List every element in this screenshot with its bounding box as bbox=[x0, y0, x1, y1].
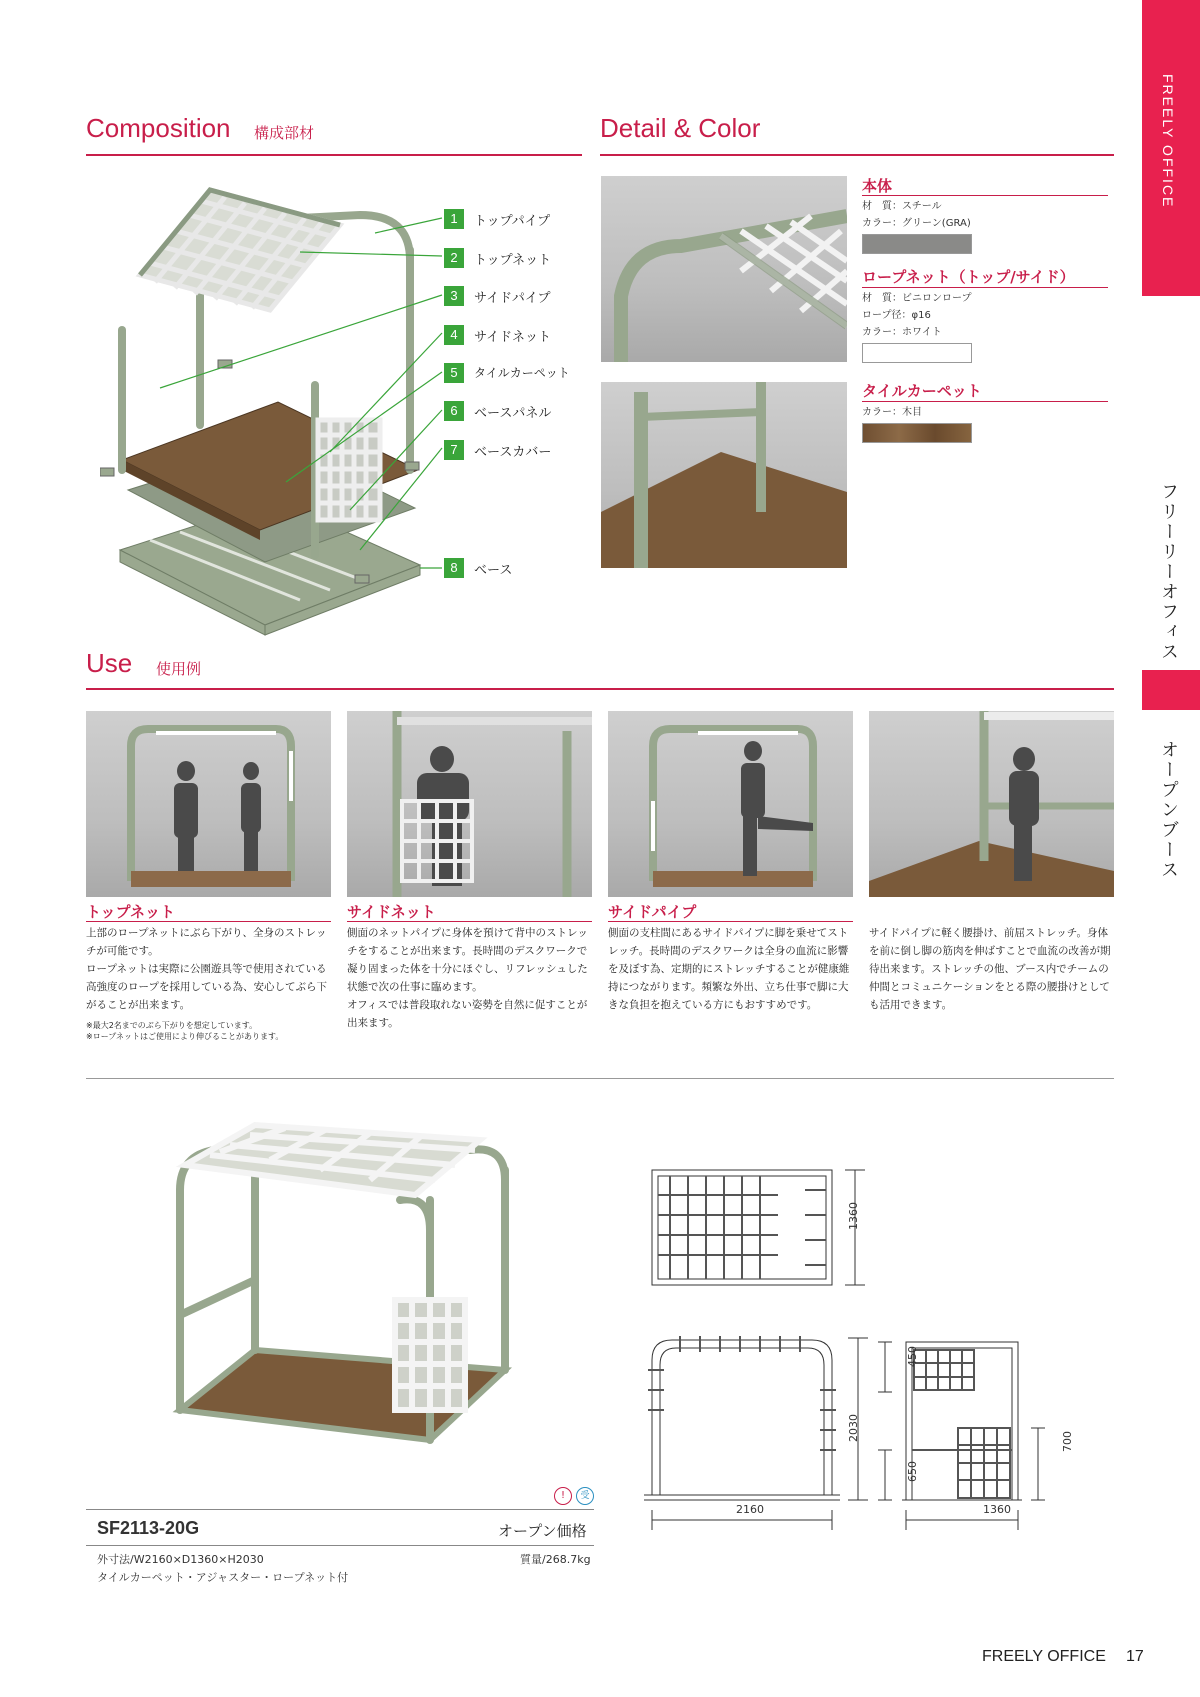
part-number-6: 6 bbox=[444, 401, 464, 421]
part-number-2: 2 bbox=[444, 248, 464, 268]
use-case-title-3: サイドパイプ bbox=[608, 903, 697, 921]
part-number-5: 5 bbox=[444, 363, 464, 383]
part-label-3: サイドパイプ bbox=[474, 291, 551, 306]
dim-side-net: 700 bbox=[1061, 1431, 1074, 1452]
use-case-text-1: 上部のロープネットにぶら下がり、全身のストレッチが可能です。 ロープネットは実際に公園遊具等で使用されている高強度のロープを採用している為、安心してぶら下がることが出来ます。 bbox=[86, 927, 327, 1011]
product-price: オープン価格 bbox=[498, 1522, 587, 1540]
use-case-title-2: サイドネット bbox=[347, 903, 436, 921]
dim-lower: 650 bbox=[906, 1461, 919, 1482]
composition-subtitle: 構成部材 bbox=[254, 124, 315, 142]
color-swatch-woodgrain bbox=[862, 423, 972, 443]
use-case-rule bbox=[86, 921, 331, 922]
composition-title: Composition bbox=[86, 113, 231, 143]
use-subtitle: 使用例 bbox=[156, 660, 202, 678]
detail-item-rope-line3: カラー：ホワイト bbox=[862, 327, 942, 338]
product-accessories: タイルカーペット・アジャスター・ロープネット付 bbox=[97, 1571, 349, 1584]
dimension-drawings bbox=[640, 1160, 1100, 1540]
use-rule bbox=[86, 688, 1114, 690]
use-title: Use bbox=[86, 648, 133, 678]
detail-item-rule bbox=[862, 401, 1108, 402]
footer-brand: FREELY OFFICE bbox=[982, 1648, 1106, 1665]
side-tab-category: フリーリーオフィス bbox=[1158, 482, 1179, 662]
use-photo-side-pipe bbox=[608, 711, 853, 897]
side-tab-brand bbox=[1142, 0, 1200, 296]
warning-icon: ! bbox=[554, 1487, 572, 1505]
color-swatch-green bbox=[862, 234, 972, 254]
detail-photo-carpet bbox=[601, 382, 847, 568]
detail-rule bbox=[600, 154, 1114, 156]
side-tab-subcategory: オープンブース bbox=[1158, 740, 1179, 880]
detail-photo-net bbox=[601, 176, 847, 362]
detail-item-body-line1: 材 質：スチール bbox=[862, 201, 942, 212]
part-number-3: 3 bbox=[444, 286, 464, 306]
part-label-7: ベースカバー bbox=[474, 445, 552, 460]
section-divider bbox=[86, 1078, 1114, 1079]
detail-item-rope-line2: ロープ径：φ16 bbox=[862, 310, 931, 321]
product-size: 外寸法/W2160×D1360×H2030 bbox=[97, 1553, 264, 1566]
part-number-1: 1 bbox=[444, 209, 464, 229]
part-number-7: 7 bbox=[444, 440, 464, 460]
page-number: 17 bbox=[1126, 1648, 1144, 1665]
product-code: SF2113-20G bbox=[97, 1518, 200, 1538]
side-tab-marker bbox=[1142, 670, 1200, 710]
made-to-order-icon: 受 bbox=[576, 1487, 594, 1505]
detail-item-carpet-line1: カラー：木目 bbox=[862, 407, 922, 418]
use-case-text-4: サイドパイプに軽く腰掛け、前屈ストレッチ。身体を前に倒し脚の筋肉を伸ばすことで血流の改善が期待出来ます。ストレッチの他、ブース内でチームの仲間とコミュニケーションをとる際の腰掛けとしても活用できます。 bbox=[869, 927, 1111, 1011]
use-case-text-3: 側面の支柱間にあるサイドパイプに脚を乗せてストレッチ。長時間のデスクワークは全身の血流に影響を及ぼす為、定期的にストレッチすることが健康維持につながります。頻繁な外出、立ち仕事で脚に大きな負担を抱えている方にもおすすめです。 bbox=[608, 927, 850, 1011]
use-photo-side-net bbox=[347, 711, 592, 897]
product-rule-bottom bbox=[86, 1545, 594, 1546]
product-weight: 質量/268.7kg bbox=[520, 1553, 591, 1566]
dim-side-depth: 1360 bbox=[983, 1503, 1011, 1516]
side-tab-brand-label: FREELY OFFICE bbox=[1160, 74, 1176, 209]
use-photo-top-net bbox=[86, 711, 331, 897]
part-label-6: ベースパネル bbox=[474, 406, 552, 421]
use-photo-sit bbox=[869, 711, 1114, 897]
use-case-text-2: 側面のネットパイプに身体を預けて背中のストレッチをすることが出来ます。長時間のデスクワークで凝り固まった体を十分にほぐし、リフレッシュした状態で次の仕事に臨めます。 オフィスでは普段取れない姿勢を自然に促すことが出来ます。 bbox=[347, 927, 588, 1029]
dim-height: 2030 bbox=[847, 1414, 860, 1442]
dim-top-net: 450 bbox=[906, 1346, 919, 1367]
dim-width: 2160 bbox=[736, 1503, 764, 1516]
detail-item-rope-line1: 材 質：ビニロンロープ bbox=[862, 293, 972, 304]
composition-rule bbox=[86, 154, 582, 156]
use-case-title-1: トップネット bbox=[86, 903, 175, 921]
color-swatch-white bbox=[862, 343, 972, 363]
part-label-1: トップパイプ bbox=[474, 214, 551, 229]
product-illustration bbox=[160, 1110, 520, 1460]
use-case-rule bbox=[608, 921, 853, 922]
detail-item-name-carpet: タイルカーペット bbox=[862, 382, 982, 400]
detail-item-name-rope-net: ロープネット（トップ/サイド） bbox=[862, 268, 1075, 286]
detail-item-rule bbox=[862, 287, 1108, 288]
part-label-5: タイルカーペット bbox=[474, 366, 570, 380]
part-number-4: 4 bbox=[444, 325, 464, 345]
use-case-rule bbox=[347, 921, 592, 922]
detail-item-name-body: 本体 bbox=[862, 177, 893, 195]
detail-title: Detail & Color bbox=[600, 113, 761, 143]
product-rule-top bbox=[86, 1509, 594, 1510]
part-label-2: トップネット bbox=[474, 253, 552, 268]
part-number-8: 8 bbox=[444, 558, 464, 578]
part-label-8: ベース bbox=[474, 563, 513, 578]
detail-item-rule bbox=[862, 195, 1108, 196]
dim-top-depth: 1360 bbox=[847, 1202, 860, 1230]
use-case-note-1: ※最大2名までのぶら下がりを想定しています。 ※ロープネットはご使用により伸びることがあります。 bbox=[86, 1021, 284, 1041]
detail-item-body-line2: カラー：グリーン(GRA) bbox=[862, 218, 971, 229]
part-label-4: サイドネット bbox=[474, 330, 551, 345]
